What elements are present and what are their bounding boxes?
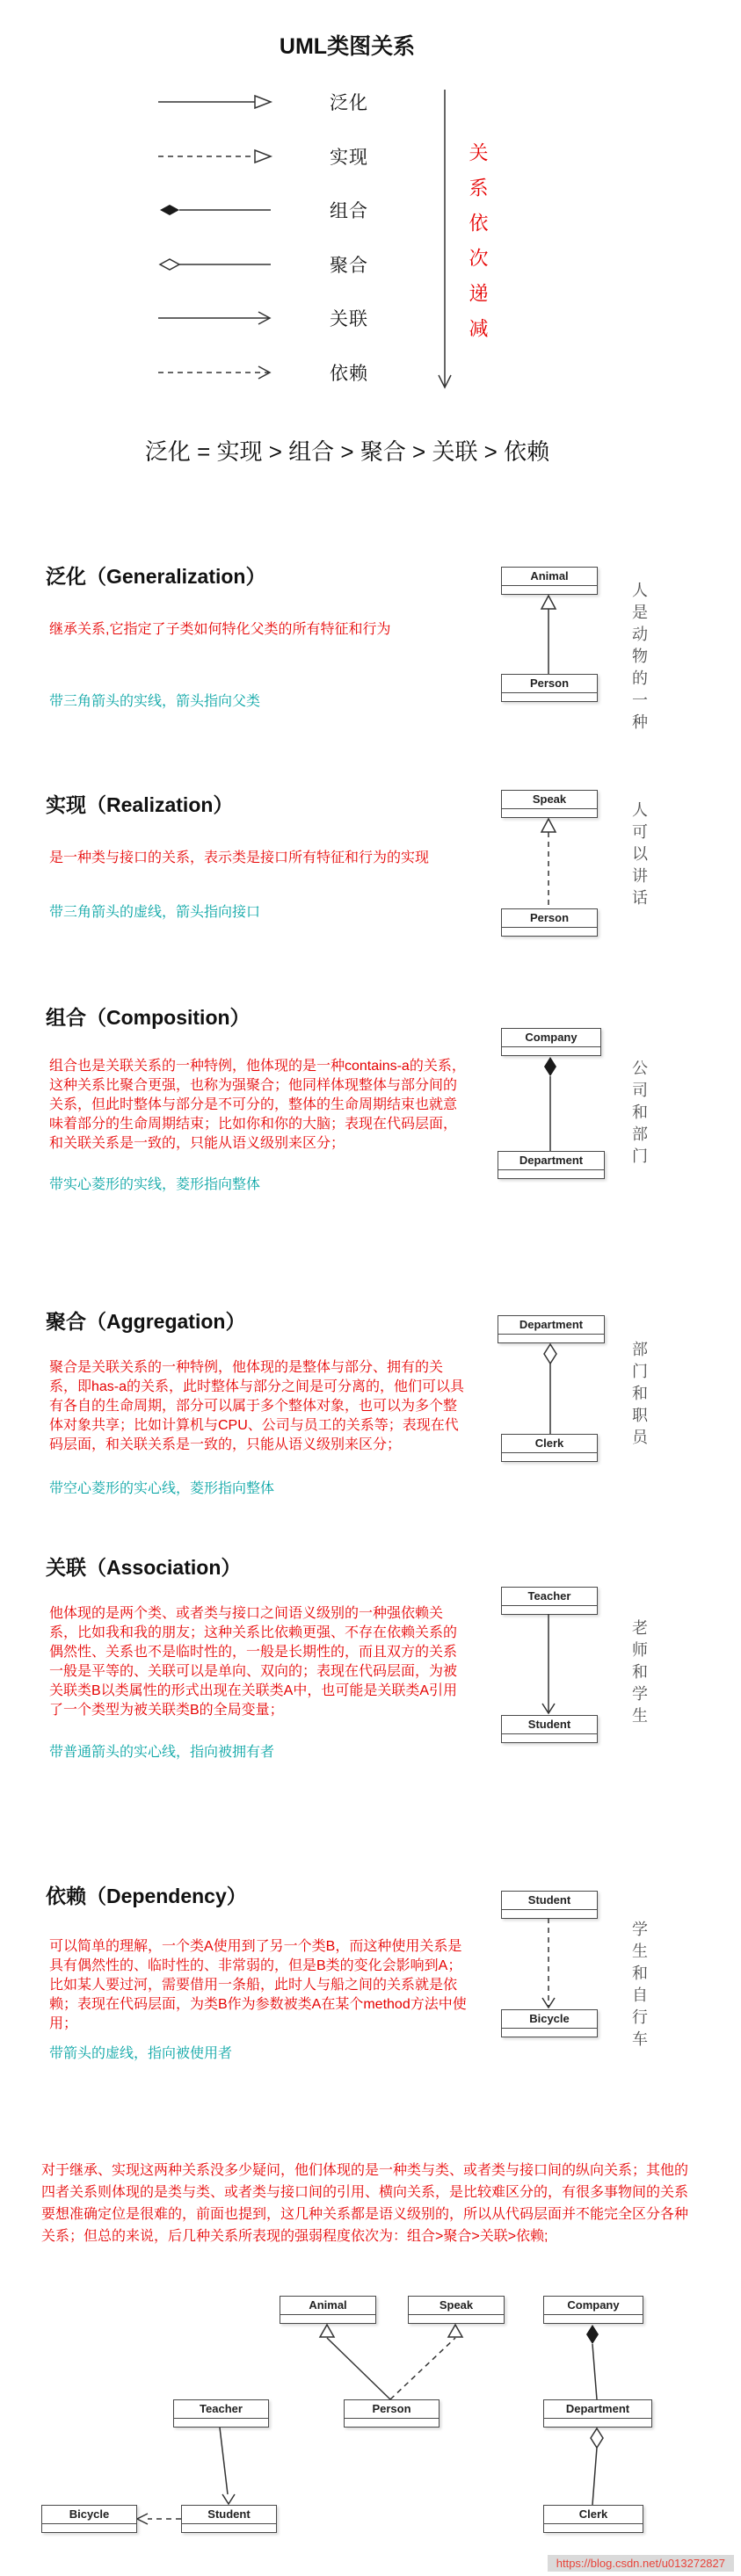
dependency-caption: 学生和自行车 bbox=[630, 1921, 648, 2052]
realization-description: 是一种类与接口的关系，表示类是接口所有特征和行为的实现 bbox=[49, 850, 430, 865]
uml-class-box-bicycle: Bicycle bbox=[41, 2505, 137, 2533]
legend-label: 关联 bbox=[330, 309, 368, 329]
strength-order-note: 泛化 = 实现 > 组合 > 聚合 > 关联 > 依赖 bbox=[144, 438, 550, 465]
composition-description: 组合也是关联关系的一种特例，他体现的是一种contains-a的关系，这种关系比聚合更强，也称为强聚合；他同样体现整体与部分间的关系，但此时整体与部分是不可分的，整体的生命周期结束也就意味着部分的生命周期结束；比如你和你的大脑；表现在代码层面，和关联关系是一致的，只能从语义级别来区分； bbox=[49, 1059, 466, 1151]
uml-class-box-clerk: Clerk bbox=[543, 2505, 643, 2533]
csdn-watermark: https://blog.csdn.net/u013272827 bbox=[548, 2555, 734, 2572]
aggregation-notation-note: 带空心菱形的实心线，菱形指向整体 bbox=[49, 1481, 275, 1496]
uml-class-box-animal: Animal bbox=[280, 2296, 376, 2324]
aggregation-arrow-icon bbox=[156, 254, 275, 275]
legend-row-dependency bbox=[156, 362, 368, 383]
composition-connector-icon bbox=[537, 1055, 563, 1151]
legend-label: 组合 bbox=[330, 201, 368, 221]
generalization-caption: 人是动物的一种 bbox=[630, 582, 648, 735]
aggregation-description: 聚合是关联关系的一种特例，他体现的是整体与部分、拥有的关系，即has-a的关系，此时整体与部分之间是可分离的，他们可以具有各自的生命周期，部分可以属于多个整体对象，也可以为多个整体对象共享；比如计算机与CPU、公司与员工的关系等；表现在代码层面，和关联关系是一致的，只能从语义级别来区分； bbox=[49, 1360, 465, 1452]
uml-class-box-student: Student bbox=[501, 1715, 598, 1743]
uml-class-box-animal: Animal bbox=[501, 567, 598, 595]
summary-paragraph: 对于继承、实现这两种关系没多少疑问，他们体现的是一种类与类、或者类与接口间的纵向关系；其他的四者关系则体现的是类与类、或者类与接口间的引用、横向关系，是比较难区分的，有很多事物间的关系要想准确定位是很难的，前面也提到，这几种关系都是语义级别的，所以从代码层面并不能完全区分各种关系；但总的来说，后几种关系所表现的强弱程度依次为：组合>聚合>关联>依赖; bbox=[41, 2163, 689, 2244]
composition-notation-note: 带实心菱形的实线，菱形指向整体 bbox=[49, 1177, 261, 1192]
dependency-arrow-icon bbox=[156, 362, 275, 383]
generalization-notation-note: 带三角箭头的实线，箭头指向父类 bbox=[49, 694, 261, 709]
order-side-note: 关系依次递减 bbox=[467, 142, 489, 353]
uml-class-box-department: Department bbox=[498, 1151, 605, 1179]
legend-label: 依赖 bbox=[330, 364, 368, 384]
association-description: 他体现的是两个类、或者类与接口之间语义级别的一种强依赖关系，比如我和我的朋友；这种关系比依赖更强、不存在依赖关系的偶然性、关系也不是临时性的，一般是长期性的，而且双方的关系一般是平等的、关联可以是单向、双向的；表现在代码层面，为被关联类B以类属性的形式出现在关联类A中，也可能是关联类A引用了一个类型为被关联类B的全局变量； bbox=[49, 1606, 458, 1718]
uml-class-box-person: Person bbox=[501, 674, 598, 702]
generalization-connector-icon bbox=[535, 594, 562, 675]
uml-class-box-department: Department bbox=[498, 1315, 605, 1343]
dependency-description: 可以简单的理解，一个类A使用到了另一个类B，而这种使用关系是具有偶然性的、临时性的、非常弱的，但是B类的变化会影响到A；比如某人要过河，需要借用一条船，此时人与船之间的关系就是依赖；表现在代码层面，为类B作为参数被类A在某个method方法中使用； bbox=[49, 1939, 467, 2031]
uml-class-box-clerk: Clerk bbox=[501, 1434, 598, 1462]
uml-class-box-teacher: Teacher bbox=[501, 1587, 598, 1615]
aggregation-caption: 部门和职员 bbox=[630, 1341, 648, 1451]
legend-row-realization bbox=[156, 146, 368, 167]
composition-caption: 公司和部门 bbox=[630, 1060, 648, 1169]
uml-class-box-speak: Speak bbox=[408, 2296, 505, 2324]
uml-class-box-speak: Speak bbox=[501, 790, 598, 818]
uml-class-box-teacher: Teacher bbox=[173, 2399, 269, 2428]
legend-label: 聚合 bbox=[330, 256, 368, 276]
realization-notation-note: 带三角箭头的虚线，箭头指向接口 bbox=[49, 905, 261, 920]
realization-caption: 人可以讲话 bbox=[630, 801, 648, 911]
legend-label: 泛化 bbox=[330, 93, 368, 113]
uml-class-box-person: Person bbox=[344, 2399, 440, 2428]
association-connector-icon bbox=[535, 1614, 562, 1715]
aggregation-connector-icon bbox=[537, 1342, 563, 1434]
decreasing-order-arrow-icon bbox=[432, 88, 459, 400]
association-arrow-icon bbox=[156, 308, 275, 329]
generalization-arrow-icon bbox=[156, 91, 275, 112]
legend-label: 实现 bbox=[330, 148, 368, 168]
uml-class-box-bicycle: Bicycle bbox=[501, 2009, 598, 2037]
legend-row-generalization bbox=[156, 91, 368, 112]
legend-row-association bbox=[156, 308, 368, 329]
association-notation-note: 带普通箭头的实心线，指向被拥有者 bbox=[49, 1745, 275, 1760]
realization-arrow-icon bbox=[156, 146, 275, 167]
dependency-notation-note: 带箭头的虚线，指向被使用者 bbox=[49, 2046, 233, 2061]
section-heading-dependency: 依赖（Dependency） bbox=[46, 1885, 247, 1907]
legend-row-aggregation bbox=[156, 254, 368, 275]
uml-class-box-person: Person bbox=[501, 908, 598, 937]
uml-class-box-department: Department bbox=[543, 2399, 652, 2428]
uml-class-box-company: Company bbox=[501, 1028, 601, 1056]
realization-connector-icon bbox=[535, 817, 562, 908]
generalization-description: 继承关系,它指定了子类如何特化父类的所有特征和行为 bbox=[49, 622, 391, 637]
composition-arrow-icon bbox=[156, 199, 275, 221]
section-heading-generalization: 泛化（Generalization） bbox=[46, 565, 266, 588]
legend-row-composition bbox=[156, 199, 368, 221]
dependency-connector-icon bbox=[535, 1918, 562, 2009]
uml-class-box-student: Student bbox=[181, 2505, 277, 2533]
association-caption: 老师和学生 bbox=[630, 1619, 648, 1729]
section-heading-composition: 组合（Composition） bbox=[46, 1006, 251, 1029]
page-title: UML类图关系 bbox=[279, 34, 416, 59]
section-heading-realization: 实现（Realization） bbox=[46, 793, 234, 816]
uml-class-box-company: Company bbox=[543, 2296, 643, 2324]
section-heading-aggregation: 聚合（Aggregation） bbox=[46, 1310, 246, 1333]
section-heading-association: 关联（Association） bbox=[46, 1556, 242, 1579]
uml-class-box-student: Student bbox=[501, 1891, 598, 1919]
